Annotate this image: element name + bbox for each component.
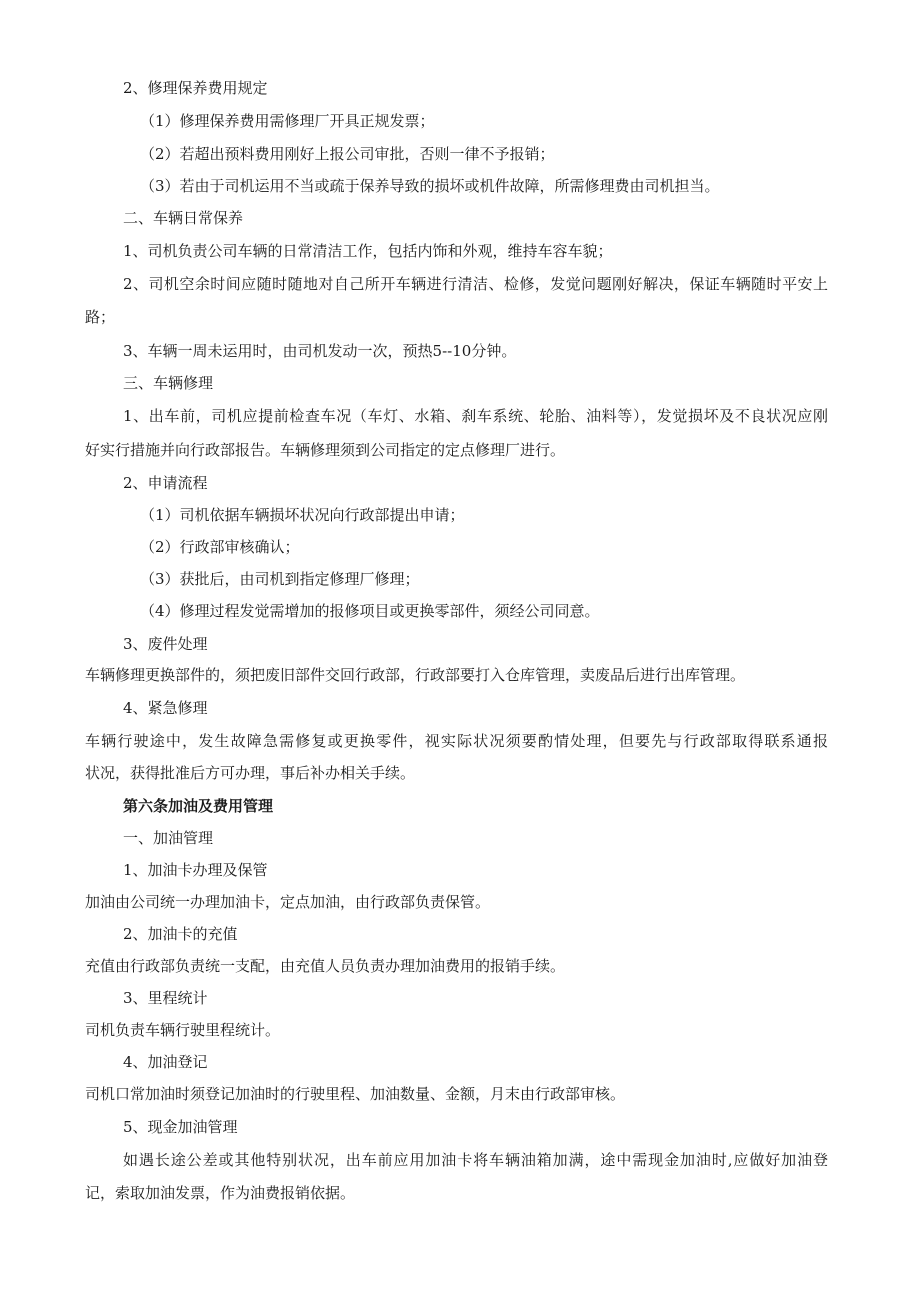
paragraph-line: 3、车辆一周未运用时，由司机发动一次，预热5--10分钟。: [123, 342, 517, 360]
section-heading: 2、加油卡的充值: [123, 925, 238, 943]
section-heading: 5、现金加油管理: [123, 1118, 238, 1136]
list-item: （3）获批后，由司机到指定修理厂修理；: [140, 570, 420, 588]
paragraph-line: 记，索取加油发票，作为油费报销依据。: [85, 1184, 356, 1202]
paragraph-line: 司机口常加油时须登记加油时的行驶里程、加油数量、金额，月末由行政部审核。: [85, 1085, 626, 1103]
section-heading: 3、废件处理: [123, 635, 208, 653]
section-heading: 三、车辆修理: [123, 374, 214, 392]
paragraph-line: 车辆行驶途中，发生故障急需修复或更换零件，视实际状况须要酌情处理，但要先与行政部取得联系通报: [85, 732, 828, 750]
paragraph-line: 1、司机负责公司车辆的日常清洁工作，包括内饰和外观，维持车容车貌；: [123, 242, 613, 260]
list-item: （2）行政部审核确认；: [140, 538, 300, 556]
paragraph-line: 司机负责车辆行驶里程统计。: [85, 1021, 281, 1039]
section-heading: 2、修理保养费用规定: [123, 79, 268, 97]
section-heading: 4、紧急修理: [123, 699, 208, 717]
list-item: （1）司机依据车辆损坏状况向行政部提出申请；: [140, 506, 465, 524]
section-heading: 2、申请流程: [123, 474, 208, 492]
list-item: （2）若超出预料费用刚好上报公司审批，否则一律不予报销；: [140, 145, 555, 163]
paragraph-line: 车辆修理更换部件的，须把废旧部件交回行政部，行政部要打入仓库管理，卖废品后进行出库管理。: [85, 666, 746, 684]
section-heading: 二、车辆日常保养: [123, 209, 244, 227]
list-item: （3）若由于司机运用不当或疏于保养导致的损坏或机件故障，所需修理费由司机担当。: [140, 177, 720, 195]
paragraph-line: 1、出车前，司机应提前检查车况（车灯、水箱、刹车系统、轮胎、油料等），发觉损坏及不良状况应刚: [123, 407, 828, 425]
paragraph-line: 好实行措施并向行政部报告。车辆修理须到公司指定的定点修理厂进行。: [85, 441, 566, 459]
article-heading: 第六条加油及费用管理: [123, 797, 274, 815]
paragraph-line: 路；: [85, 308, 116, 326]
section-heading: 3、里程统计: [123, 989, 208, 1007]
section-heading: 4、加油登记: [123, 1053, 208, 1071]
paragraph-line: 如遇长途公差或其他特别状况，出车前应用加油卡将车辆油箱加满，途中需现金加油时,应做好加油登: [123, 1151, 828, 1169]
paragraph-line: 状况，获得批准后方可办理，事后补办相关手续。: [85, 764, 416, 782]
list-item: （4）修理过程发觉需增加的报修项目或更换零部件，须经公司同意。: [140, 602, 600, 620]
paragraph-line: 充值由行政部负责统一支配，由充值人员负责办理加油费用的报销手续。: [85, 957, 566, 975]
list-item: （1）修理保养费用需修理厂开具正规发票；: [140, 112, 435, 130]
paragraph-line: 加油由公司统一办理加油卡，定点加油，由行政部负责保管。: [85, 893, 491, 911]
paragraph-line: 2、司机空余时间应随时随地对自己所开车辆进行清洁、检修，发觉问题刚好解决，保证车辆随时平安上: [123, 275, 828, 293]
section-heading: 一、加油管理: [123, 829, 214, 847]
section-heading: 1、加油卡办理及保管: [123, 861, 268, 879]
